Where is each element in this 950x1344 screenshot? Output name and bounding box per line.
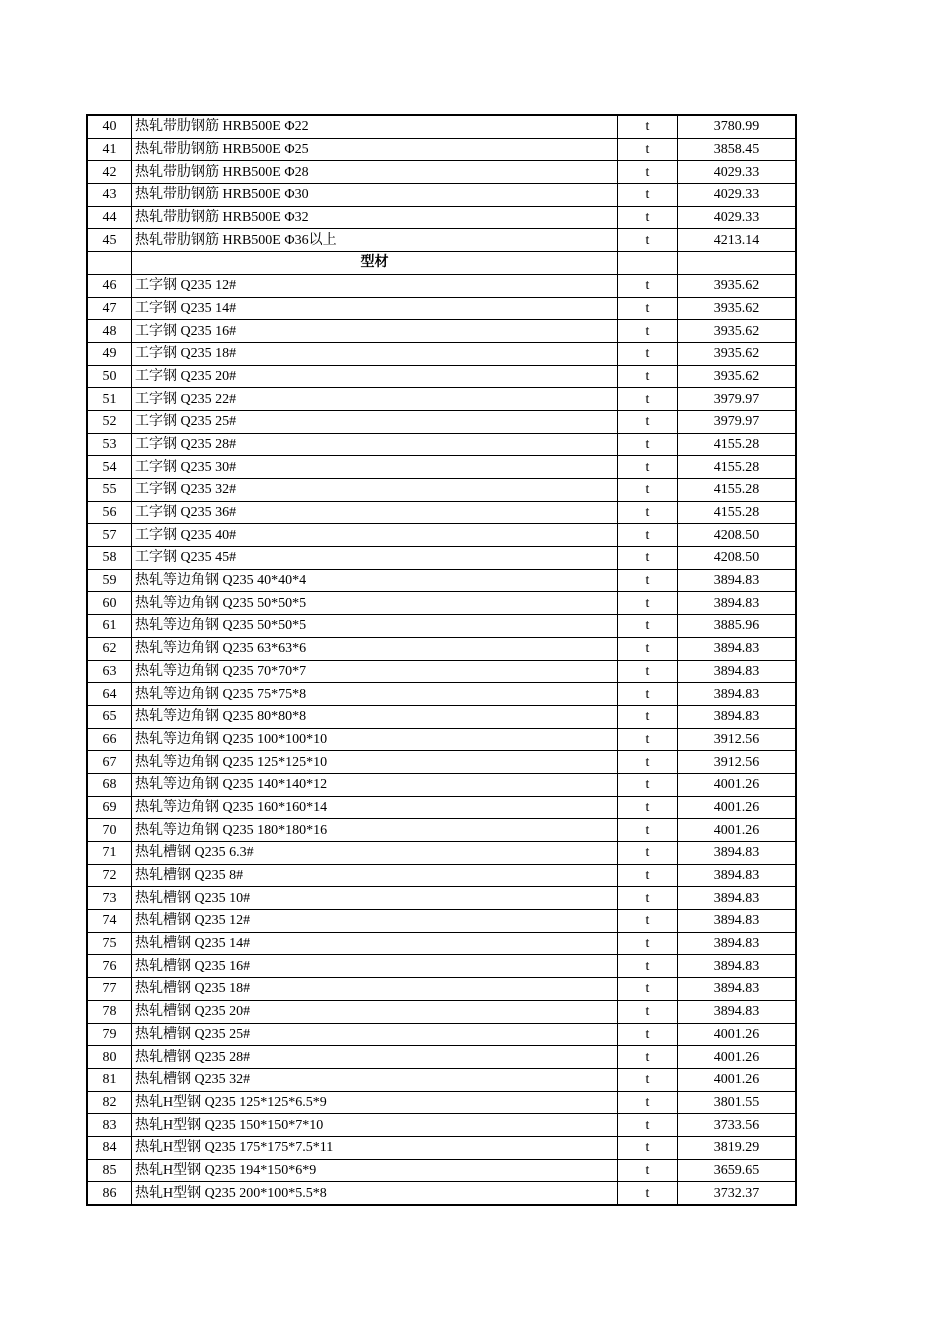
item-unit: t bbox=[618, 592, 678, 615]
row-number: 77 bbox=[87, 978, 132, 1001]
section-unit-cell bbox=[618, 252, 678, 275]
row-number: 69 bbox=[87, 796, 132, 819]
item-unit: t bbox=[618, 683, 678, 706]
item-name: 热轧H型钢 Q235 200*100*5.5*8 bbox=[132, 1182, 618, 1205]
item-price: 3659.65 bbox=[678, 1159, 797, 1182]
table-row bbox=[87, 932, 796, 955]
table-row bbox=[87, 320, 796, 343]
item-name: 热轧槽钢 Q235 32# bbox=[132, 1068, 618, 1091]
row-number: 67 bbox=[87, 751, 132, 774]
item-name: 热轧槽钢 Q235 14# bbox=[132, 932, 618, 955]
item-price: 4208.50 bbox=[678, 524, 797, 547]
table-row bbox=[87, 410, 796, 433]
item-name: 热轧槽钢 Q235 25# bbox=[132, 1023, 618, 1046]
item-name: 工字钢 Q235 18# bbox=[132, 342, 618, 365]
item-unit: t bbox=[618, 365, 678, 388]
item-name: 热轧等边角钢 Q235 50*50*5 bbox=[132, 592, 618, 615]
item-unit: t bbox=[618, 932, 678, 955]
item-unit: t bbox=[618, 773, 678, 796]
row-number: 51 bbox=[87, 388, 132, 411]
row-number: 42 bbox=[87, 161, 132, 184]
row-number: 62 bbox=[87, 637, 132, 660]
item-price: 4029.33 bbox=[678, 184, 797, 207]
item-name: 热轧H型钢 Q235 150*150*7*10 bbox=[132, 1114, 618, 1137]
table-row bbox=[87, 184, 796, 207]
item-price: 4029.33 bbox=[678, 206, 797, 229]
item-price: 3912.56 bbox=[678, 751, 797, 774]
item-name: 工字钢 Q235 22# bbox=[132, 388, 618, 411]
item-name: 热轧槽钢 Q235 20# bbox=[132, 1000, 618, 1023]
item-name: 热轧带肋钢筋 HRB500E Φ36以上 bbox=[132, 229, 618, 252]
item-unit: t bbox=[618, 274, 678, 297]
item-price: 3979.97 bbox=[678, 388, 797, 411]
table-row bbox=[87, 479, 796, 502]
row-number: 81 bbox=[87, 1068, 132, 1091]
item-unit: t bbox=[618, 705, 678, 728]
item-name: 热轧等边角钢 Q235 75*75*8 bbox=[132, 683, 618, 706]
table-row bbox=[87, 1114, 796, 1137]
item-unit: t bbox=[618, 887, 678, 910]
item-price: 3885.96 bbox=[678, 615, 797, 638]
item-name: 热轧等边角钢 Q235 80*80*8 bbox=[132, 705, 618, 728]
table-row bbox=[87, 569, 796, 592]
item-price: 4029.33 bbox=[678, 161, 797, 184]
row-number: 79 bbox=[87, 1023, 132, 1046]
table-row bbox=[87, 115, 796, 138]
table-row bbox=[87, 615, 796, 638]
row-number: 47 bbox=[87, 297, 132, 320]
row-number: 82 bbox=[87, 1091, 132, 1114]
item-price: 3894.83 bbox=[678, 932, 797, 955]
row-number: 48 bbox=[87, 320, 132, 343]
item-unit: t bbox=[618, 751, 678, 774]
table-row bbox=[87, 1182, 796, 1205]
item-price: 3894.83 bbox=[678, 978, 797, 1001]
item-price: 3912.56 bbox=[678, 728, 797, 751]
row-number: 76 bbox=[87, 955, 132, 978]
item-unit: t bbox=[618, 1182, 678, 1205]
item-name: 工字钢 Q235 28# bbox=[132, 433, 618, 456]
item-price: 3979.97 bbox=[678, 410, 797, 433]
item-price: 3894.83 bbox=[678, 864, 797, 887]
item-name: 热轧等边角钢 Q235 100*100*10 bbox=[132, 728, 618, 751]
row-number: 73 bbox=[87, 887, 132, 910]
row-number: 84 bbox=[87, 1136, 132, 1159]
table-row bbox=[87, 978, 796, 1001]
row-number: 78 bbox=[87, 1000, 132, 1023]
item-unit: t bbox=[618, 978, 678, 1001]
item-price: 4001.26 bbox=[678, 819, 797, 842]
row-number: 61 bbox=[87, 615, 132, 638]
table-row bbox=[87, 547, 796, 570]
table-row bbox=[87, 1136, 796, 1159]
item-unit: t bbox=[618, 842, 678, 865]
item-name: 工字钢 Q235 14# bbox=[132, 297, 618, 320]
item-price: 3801.55 bbox=[678, 1091, 797, 1114]
item-price: 3894.83 bbox=[678, 592, 797, 615]
item-price: 3780.99 bbox=[678, 115, 797, 138]
row-number: 70 bbox=[87, 819, 132, 842]
item-price: 4213.14 bbox=[678, 229, 797, 252]
table-row bbox=[87, 683, 796, 706]
item-price: 4001.26 bbox=[678, 773, 797, 796]
item-name: 工字钢 Q235 32# bbox=[132, 479, 618, 502]
row-number: 68 bbox=[87, 773, 132, 796]
table-row bbox=[87, 206, 796, 229]
item-unit: t bbox=[618, 410, 678, 433]
table-row bbox=[87, 342, 796, 365]
item-unit: t bbox=[618, 910, 678, 933]
item-name: 热轧槽钢 Q235 10# bbox=[132, 887, 618, 910]
item-unit: t bbox=[618, 388, 678, 411]
item-unit: t bbox=[618, 1114, 678, 1137]
item-unit: t bbox=[618, 615, 678, 638]
table-row bbox=[87, 910, 796, 933]
item-price: 4155.28 bbox=[678, 479, 797, 502]
row-number: 45 bbox=[87, 229, 132, 252]
item-price: 3935.62 bbox=[678, 320, 797, 343]
item-unit: t bbox=[618, 637, 678, 660]
item-price: 4001.26 bbox=[678, 796, 797, 819]
item-price: 3894.83 bbox=[678, 660, 797, 683]
item-price: 3935.62 bbox=[678, 342, 797, 365]
row-number: 56 bbox=[87, 501, 132, 524]
section-price-cell bbox=[678, 252, 797, 275]
item-price: 3894.83 bbox=[678, 1000, 797, 1023]
row-number: 64 bbox=[87, 683, 132, 706]
table-row bbox=[87, 728, 796, 751]
table-row bbox=[87, 819, 796, 842]
item-name: 热轧带肋钢筋 HRB500E Φ32 bbox=[132, 206, 618, 229]
row-number: 74 bbox=[87, 910, 132, 933]
table-row bbox=[87, 751, 796, 774]
item-unit: t bbox=[618, 660, 678, 683]
item-unit: t bbox=[618, 433, 678, 456]
item-name: 工字钢 Q235 30# bbox=[132, 456, 618, 479]
item-price: 4155.28 bbox=[678, 433, 797, 456]
item-name: 工字钢 Q235 12# bbox=[132, 274, 618, 297]
price-table bbox=[86, 114, 797, 1206]
item-price: 4001.26 bbox=[678, 1068, 797, 1091]
item-price: 3894.83 bbox=[678, 887, 797, 910]
item-unit: t bbox=[618, 1159, 678, 1182]
section-header-row bbox=[87, 252, 796, 275]
item-name: 热轧等边角钢 Q235 140*140*12 bbox=[132, 773, 618, 796]
item-price: 3894.83 bbox=[678, 637, 797, 660]
row-number: 80 bbox=[87, 1046, 132, 1069]
row-number: 49 bbox=[87, 342, 132, 365]
item-unit: t bbox=[618, 184, 678, 207]
item-name: 热轧槽钢 Q235 6.3# bbox=[132, 842, 618, 865]
table-row bbox=[87, 660, 796, 683]
item-name: 热轧H型钢 Q235 175*175*7.5*11 bbox=[132, 1136, 618, 1159]
item-name: 热轧等边角钢 Q235 63*63*6 bbox=[132, 637, 618, 660]
item-unit: t bbox=[618, 955, 678, 978]
item-price: 3732.37 bbox=[678, 1182, 797, 1205]
item-unit: t bbox=[618, 456, 678, 479]
table-row bbox=[87, 592, 796, 615]
row-number: 57 bbox=[87, 524, 132, 547]
row-number: 86 bbox=[87, 1182, 132, 1205]
item-unit: t bbox=[618, 161, 678, 184]
row-number: 83 bbox=[87, 1114, 132, 1137]
row-number: 43 bbox=[87, 184, 132, 207]
item-name: 工字钢 Q235 40# bbox=[132, 524, 618, 547]
table-row bbox=[87, 501, 796, 524]
item-name: 热轧等边角钢 Q235 180*180*16 bbox=[132, 819, 618, 842]
row-number: 59 bbox=[87, 569, 132, 592]
item-price: 3733.56 bbox=[678, 1114, 797, 1137]
item-price: 3858.45 bbox=[678, 138, 797, 161]
item-price: 3894.83 bbox=[678, 683, 797, 706]
table-row bbox=[87, 864, 796, 887]
table-row bbox=[87, 161, 796, 184]
item-name: 热轧槽钢 Q235 28# bbox=[132, 1046, 618, 1069]
table-row bbox=[87, 705, 796, 728]
row-number: 66 bbox=[87, 728, 132, 751]
row-number: 75 bbox=[87, 932, 132, 955]
item-unit: t bbox=[618, 547, 678, 570]
table-row bbox=[87, 1159, 796, 1182]
item-name: 工字钢 Q235 36# bbox=[132, 501, 618, 524]
item-name: 工字钢 Q235 20# bbox=[132, 365, 618, 388]
item-unit: t bbox=[618, 524, 678, 547]
table-row bbox=[87, 1023, 796, 1046]
item-name: 工字钢 Q235 25# bbox=[132, 410, 618, 433]
row-number: 55 bbox=[87, 479, 132, 502]
item-unit: t bbox=[618, 728, 678, 751]
item-unit: t bbox=[618, 1091, 678, 1114]
table-row bbox=[87, 887, 796, 910]
section-no-cell bbox=[87, 252, 132, 275]
item-unit: t bbox=[618, 819, 678, 842]
item-unit: t bbox=[618, 796, 678, 819]
item-price: 3935.62 bbox=[678, 274, 797, 297]
row-number: 71 bbox=[87, 842, 132, 865]
item-unit: t bbox=[618, 864, 678, 887]
item-price: 4208.50 bbox=[678, 547, 797, 570]
table-row bbox=[87, 1046, 796, 1069]
table-row bbox=[87, 365, 796, 388]
table-row bbox=[87, 388, 796, 411]
row-number: 65 bbox=[87, 705, 132, 728]
item-price: 3819.29 bbox=[678, 1136, 797, 1159]
item-name: 热轧等边角钢 Q235 160*160*14 bbox=[132, 796, 618, 819]
item-unit: t bbox=[618, 138, 678, 161]
item-name: 热轧H型钢 Q235 125*125*6.5*9 bbox=[132, 1091, 618, 1114]
row-number: 53 bbox=[87, 433, 132, 456]
item-name: 热轧带肋钢筋 HRB500E Φ30 bbox=[132, 184, 618, 207]
item-name: 热轧等边角钢 Q235 70*70*7 bbox=[132, 660, 618, 683]
item-price: 3894.83 bbox=[678, 910, 797, 933]
item-name: 热轧槽钢 Q235 18# bbox=[132, 978, 618, 1001]
table-row bbox=[87, 796, 796, 819]
item-unit: t bbox=[618, 320, 678, 343]
row-number: 50 bbox=[87, 365, 132, 388]
item-name: 热轧槽钢 Q235 8# bbox=[132, 864, 618, 887]
item-unit: t bbox=[618, 479, 678, 502]
table-row bbox=[87, 955, 796, 978]
item-unit: t bbox=[618, 229, 678, 252]
item-price: 3894.83 bbox=[678, 569, 797, 592]
item-price: 4155.28 bbox=[678, 456, 797, 479]
table-row bbox=[87, 524, 796, 547]
table-row bbox=[87, 297, 796, 320]
item-unit: t bbox=[618, 1046, 678, 1069]
row-number: 60 bbox=[87, 592, 132, 615]
item-name: 热轧等边角钢 Q235 40*40*4 bbox=[132, 569, 618, 592]
row-number: 85 bbox=[87, 1159, 132, 1182]
item-price: 3935.62 bbox=[678, 365, 797, 388]
item-price: 3894.83 bbox=[678, 842, 797, 865]
item-name: 热轧带肋钢筋 HRB500E Φ28 bbox=[132, 161, 618, 184]
item-unit: t bbox=[618, 1068, 678, 1091]
item-name: 热轧槽钢 Q235 16# bbox=[132, 955, 618, 978]
table-row bbox=[87, 1000, 796, 1023]
table-row bbox=[87, 138, 796, 161]
table-row bbox=[87, 637, 796, 660]
item-price: 3894.83 bbox=[678, 955, 797, 978]
item-name: 热轧等边角钢 Q235 125*125*10 bbox=[132, 751, 618, 774]
item-name: 工字钢 Q235 45# bbox=[132, 547, 618, 570]
table-row bbox=[87, 773, 796, 796]
row-number: 52 bbox=[87, 410, 132, 433]
item-unit: t bbox=[618, 1136, 678, 1159]
table-row bbox=[87, 229, 796, 252]
item-price: 3935.62 bbox=[678, 297, 797, 320]
row-number: 63 bbox=[87, 660, 132, 683]
table-row bbox=[87, 842, 796, 865]
item-unit: t bbox=[618, 206, 678, 229]
section-title: 型材 bbox=[132, 252, 618, 275]
item-unit: t bbox=[618, 1023, 678, 1046]
row-number: 46 bbox=[87, 274, 132, 297]
item-unit: t bbox=[618, 342, 678, 365]
row-number: 54 bbox=[87, 456, 132, 479]
item-price: 4001.26 bbox=[678, 1046, 797, 1069]
row-number: 44 bbox=[87, 206, 132, 229]
table-row bbox=[87, 433, 796, 456]
table-row bbox=[87, 1091, 796, 1114]
table-row bbox=[87, 456, 796, 479]
row-number: 40 bbox=[87, 115, 132, 138]
item-unit: t bbox=[618, 501, 678, 524]
item-name: 工字钢 Q235 16# bbox=[132, 320, 618, 343]
item-name: 热轧等边角钢 Q235 50*50*5 bbox=[132, 615, 618, 638]
item-price: 4001.26 bbox=[678, 1023, 797, 1046]
table-row bbox=[87, 1068, 796, 1091]
row-number: 72 bbox=[87, 864, 132, 887]
row-number: 41 bbox=[87, 138, 132, 161]
item-price: 4155.28 bbox=[678, 501, 797, 524]
item-unit: t bbox=[618, 1000, 678, 1023]
item-name: 热轧H型钢 Q235 194*150*6*9 bbox=[132, 1159, 618, 1182]
item-name: 热轧带肋钢筋 HRB500E Φ22 bbox=[132, 115, 618, 138]
item-unit: t bbox=[618, 297, 678, 320]
item-name: 热轧槽钢 Q235 12# bbox=[132, 910, 618, 933]
item-unit: t bbox=[618, 569, 678, 592]
table-row bbox=[87, 274, 796, 297]
item-unit: t bbox=[618, 115, 678, 138]
item-price: 3894.83 bbox=[678, 705, 797, 728]
price-table-body bbox=[87, 115, 796, 1205]
row-number: 58 bbox=[87, 547, 132, 570]
item-name: 热轧带肋钢筋 HRB500E Φ25 bbox=[132, 138, 618, 161]
